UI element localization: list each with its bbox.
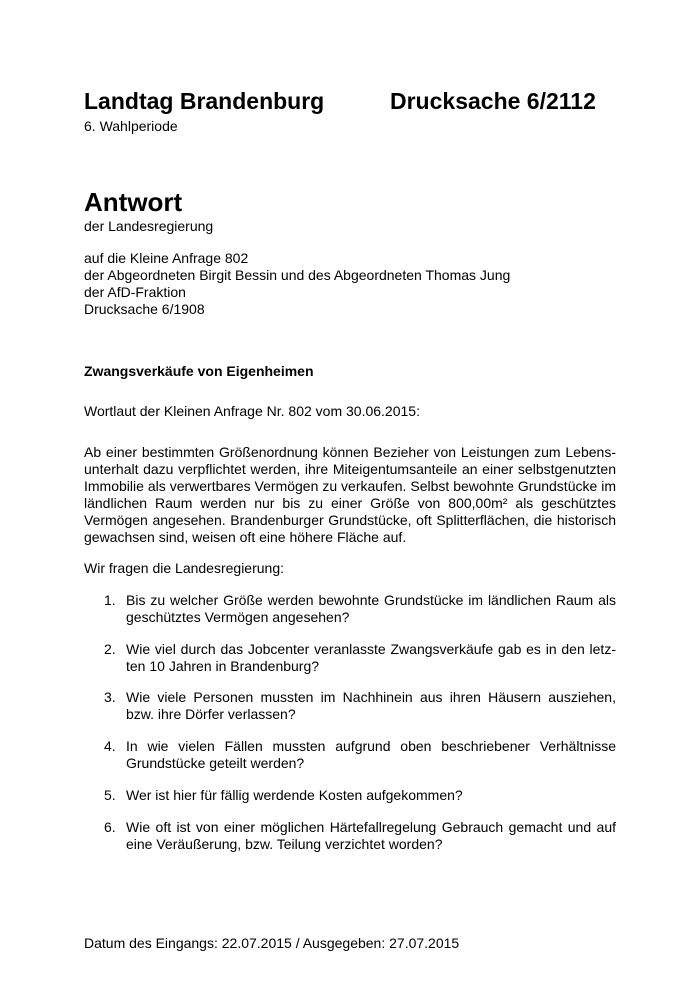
question-number: 4. — [104, 738, 116, 754]
inquiry-body: Ab einer bestimmten Größenordnung können Bezieher von Leistungen zum Lebensunterhalt dazu verpflichtet werden, ihre Miteigentumsanteile an einer selbstgenutzten Immobilie als verwertbares Vermögen zu verkaufen. Selbst bewohnte Grundstücke im ländlichen Raum werden nur bis zu einer Größe von 800,00m² als geschütztes Vermögen angesehen. Brandenburger Grundstücke, oft Splitterflächen, die historisch gewachsen sind, weisen oft eine höhere Fläche auf. — [84, 444, 616, 545]
question-text: Wer ist hier für fällig werdende Kosten aufgekommen? — [126, 787, 463, 803]
document-number: Drucksache 6/2112 — [390, 88, 596, 114]
reference-line: auf die Kleine Anfrage 802 — [84, 250, 249, 266]
question-item — [104, 738, 616, 772]
document-title: Antwort — [84, 187, 183, 217]
question-text: In wie vielen Fällen mussten aufgrund oben beschriebener Verhältnisse Grundstücke geteilt werden? — [126, 738, 616, 771]
question-intro: Wir fragen die Landesregierung: — [84, 560, 285, 576]
subject-heading: Zwangsverkäufe von Eigenheimen — [84, 363, 314, 379]
question-number: 5. — [104, 787, 116, 803]
inquiry-reference — [84, 250, 510, 318]
parliament-name: Landtag Brandenburg — [84, 88, 325, 114]
question-text: Wie viele Personen mussten im Nachhinein aus ihren Häusern ausziehen, bzw. ihre Dörfer verlassen? — [126, 689, 616, 722]
reference-line: Drucksache 6/1908 — [84, 301, 205, 317]
question-text: Bis zu welcher Größe werden bewohnte Grundstücke im ländlichen Raum als geschütztes Vermögen angesehen? — [126, 592, 616, 625]
reference-line: der Abgeordneten Birgit Bessin und des Abgeordneten Thomas Jung — [84, 267, 511, 283]
inquiry-wording-label: Wortlaut der Kleinen Anfrage Nr. 802 vom 30.06.2015: — [84, 403, 420, 419]
question-item — [104, 787, 616, 804]
question-item — [104, 592, 616, 626]
question-item — [104, 689, 616, 723]
document-subtitle: der Landesregierung — [84, 218, 214, 234]
question-number: 3. — [104, 689, 116, 705]
legislative-period: 6. Wahlperiode — [84, 118, 178, 134]
question-number: 1. — [104, 592, 116, 608]
question-text: Wie viel durch das Jobcenter veranlasste Zwangsverkäufe gab es in den letzten 10 Jahren in Brandenburg? — [126, 641, 616, 674]
question-item — [104, 819, 616, 853]
question-number: 6. — [104, 819, 116, 835]
question-number: 2. — [104, 641, 116, 657]
reference-line: der AfD-Fraktion — [84, 284, 186, 300]
question-text: Wie oft ist von einer möglichen Härtefallregelung Gebrauch gemacht und auf eine Veräußerung, bzw. Teilung verzichtet worden? — [126, 819, 616, 852]
document-footer: Datum des Eingangs: 22.07.2015 / Ausgegeben: 27.07.2015 — [84, 935, 460, 951]
question-item — [104, 641, 616, 675]
